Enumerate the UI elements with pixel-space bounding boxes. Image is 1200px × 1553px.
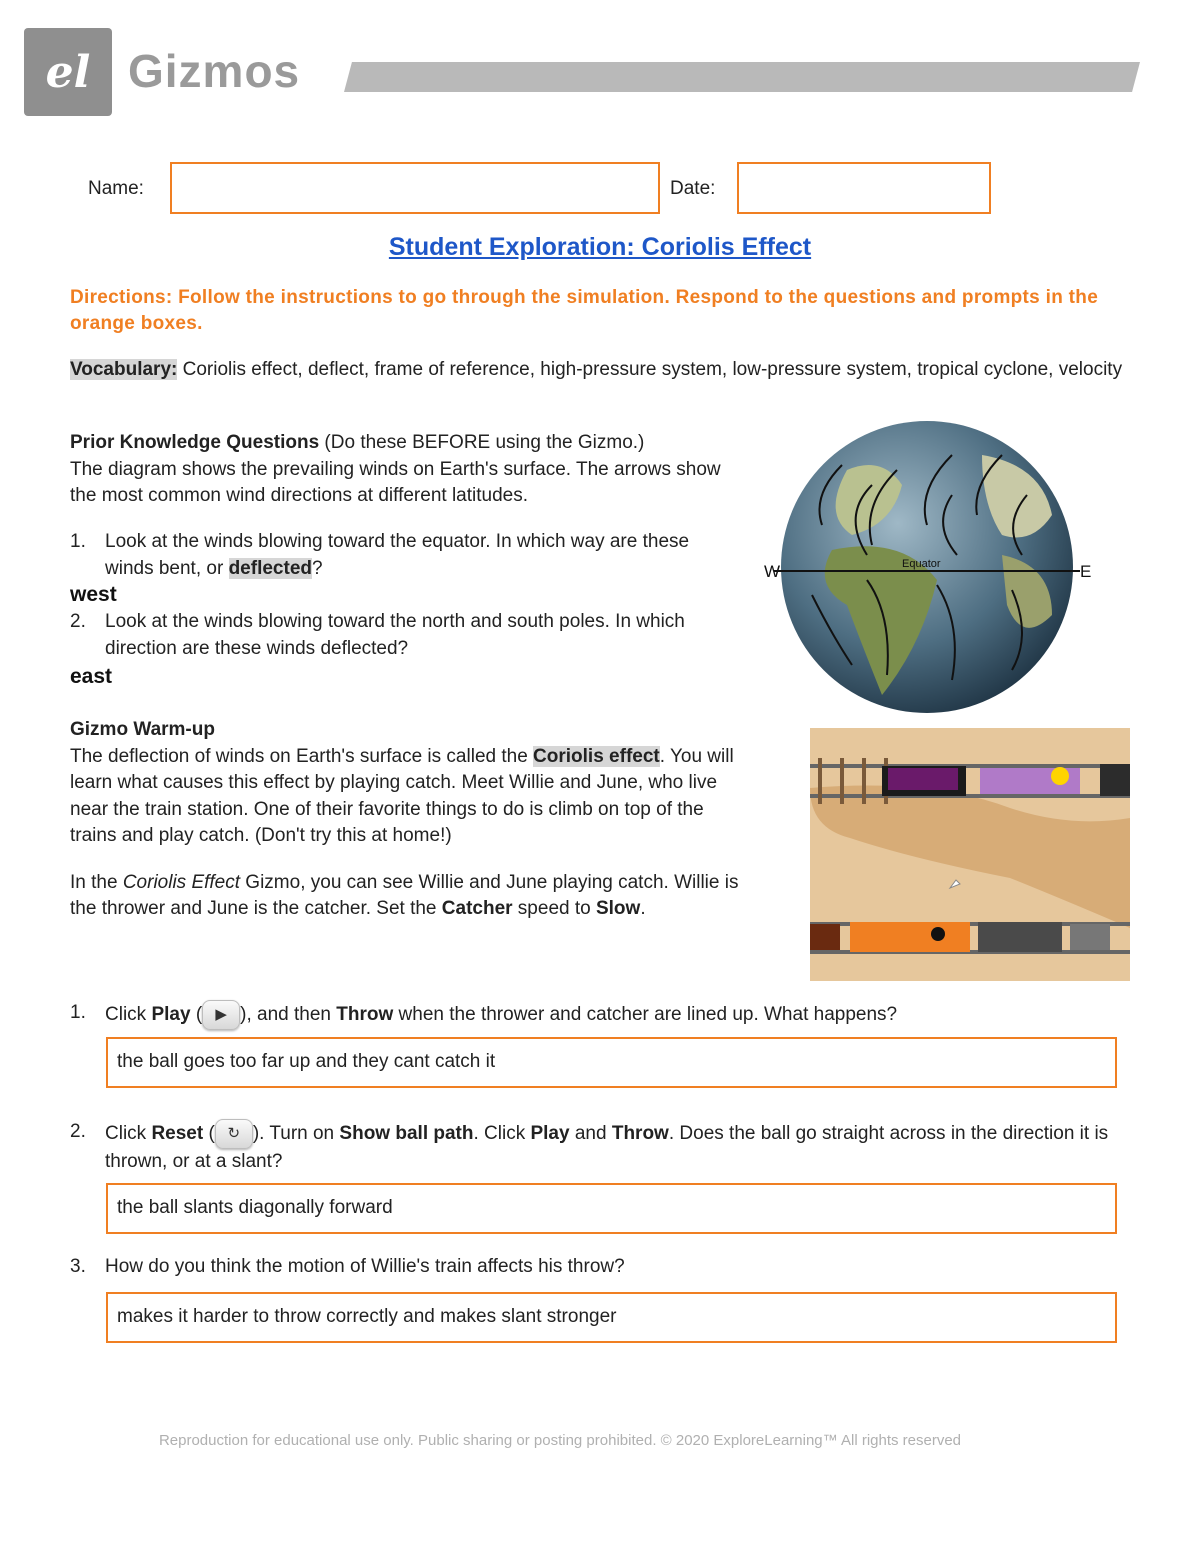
warmup-p1-text: The deflection of winds on Earth's surface is called the: [70, 745, 534, 767]
q1-text: (: [190, 1004, 203, 1026]
warmup-p2-c: speed to: [512, 898, 596, 919]
question-2: [70, 1119, 1130, 1176]
name-field[interactable]: [170, 162, 660, 214]
warmup-p1-highlight: Coriolis effect: [533, 745, 660, 767]
warmup-p2-a: In the: [70, 871, 123, 893]
question-1: [70, 1000, 1130, 1030]
q2-reset-label: Reset: [151, 1123, 204, 1145]
answer-1-text: the ball goes too far up and they cant catch it: [117, 1051, 496, 1072]
prior-q2-text: Look at the winds blowing toward the north and south poles. In which direction are these winds deflected?: [105, 611, 685, 659]
equator-label: Equator: [902, 558, 941, 570]
train-car-brown: [810, 924, 840, 950]
question-number: 2.: [70, 1121, 86, 1142]
willie-figure: [1051, 767, 1069, 785]
vocabulary-label: Vocabulary:: [70, 359, 178, 380]
prior-q1-text: Look at the winds blowing toward the equator. In which way are these winds bent, or: [105, 531, 690, 579]
question-number: 1.: [70, 1002, 86, 1023]
vocabulary: [70, 357, 1130, 384]
explorelearning-logo: [24, 28, 112, 116]
globe-wind-diagram: [752, 415, 1102, 725]
train-car-gray: [978, 922, 1062, 952]
question-number: 1.: [70, 531, 86, 552]
prior-knowledge-section: [70, 430, 750, 510]
date-field[interactable]: [737, 162, 991, 214]
play-icon[interactable]: ▶: [202, 1000, 240, 1030]
warmup-p2-b: Gizmo, you can see Willie and June playing catch. Willie is the thrower and June is the catcher. Set the: [70, 871, 739, 919]
train-car-purple-dark: [888, 768, 958, 790]
warmup-p2-d: .: [640, 898, 646, 919]
prior-heading: Prior Knowledge Questions: [70, 432, 320, 453]
q1-text: when the thrower and catcher are lined up. What happens?: [393, 1004, 898, 1026]
date-label: Date:: [670, 178, 716, 199]
train-car-orange: [850, 922, 970, 952]
q2-text: and: [569, 1123, 612, 1145]
prior-heading-note: (Do these BEFORE using the Gizmo.): [319, 432, 645, 453]
answer-box-3[interactable]: [106, 1292, 1117, 1343]
q2-text: . Click: [473, 1123, 531, 1145]
june-figure: [931, 927, 945, 941]
west-label: W: [764, 562, 781, 581]
bottom-track: [810, 922, 1130, 954]
warmup-heading: Gizmo Warm-up: [70, 719, 215, 740]
q2-play-label: Play: [530, 1123, 570, 1145]
q1-text: ), and then: [240, 1004, 337, 1026]
globe-svg: [752, 415, 1102, 725]
page-title: Student Exploration: Coriolis Effect: [388, 233, 812, 261]
q1-play-label: Play: [151, 1004, 191, 1026]
prior-q1-post: ?: [312, 557, 323, 579]
q2-text: (: [203, 1123, 215, 1145]
engine-top: [1100, 764, 1130, 796]
q2-show-ball-path-label: Show ball path: [339, 1123, 474, 1145]
answer-box-1[interactable]: [106, 1037, 1117, 1088]
q2-text: . Does the ball go straight across in the direction it is thrown, or at a slant?: [105, 1123, 1109, 1172]
answer-box-2[interactable]: [106, 1183, 1117, 1234]
warmup-p2-italic: Coriolis Effect: [122, 871, 241, 893]
prior-q1-highlight: deflected: [228, 557, 312, 579]
name-label: Name:: [88, 178, 144, 199]
header-bar: [344, 62, 1140, 92]
train-car-light: [1070, 924, 1110, 950]
q2-throw-label: Throw: [611, 1123, 669, 1145]
brand-name: Gizmos: [128, 45, 301, 97]
question-number: 3.: [70, 1256, 86, 1277]
directions: Directions: Follow the instructions to go through the simulation. Respond to the questions and prompts in the orange boxes.: [70, 287, 1099, 334]
q2-text: ). Turn on: [252, 1123, 340, 1145]
reset-icon[interactable]: ↻: [215, 1119, 253, 1149]
prior-q2-answer: east: [70, 665, 113, 688]
warmup-section: [70, 717, 740, 923]
q1-throw-label: Throw: [336, 1004, 394, 1026]
prior-q1-answer: west: [70, 583, 117, 606]
answer-2-text: the ball slants diagonally forward: [117, 1197, 393, 1218]
prior-question-1: [70, 529, 730, 582]
prior-question-2: [70, 609, 730, 662]
question-3: [70, 1254, 1130, 1281]
warmup-p1-post: . You will learn what causes this effect by playing catch. Meet Willie and June, who live near the train station. One of their favorite things to do is climb on top of the trains and play catch. (Don't try this at home!): [70, 745, 734, 846]
footer-copyright: Reproduction for educational use only. Public sharing or posting prohibited. © 2020 ExploreLearning™ All rights reserved: [158, 1432, 962, 1449]
warmup-p2-bold2: Slow: [595, 898, 641, 919]
warmup-p2-bold1: Catcher: [441, 898, 513, 919]
question-number: 2.: [70, 611, 86, 632]
logo-glyph: el: [45, 46, 91, 98]
q1-text: Click: [105, 1004, 152, 1026]
train-svg: [810, 728, 1130, 981]
answer-3-text: makes it harder to throw correctly and makes slant stronger: [117, 1306, 617, 1327]
train-gizmo-image: [810, 728, 1130, 981]
q2-text: Click: [105, 1123, 152, 1145]
q3-text: How do you think the motion of Willie's train affects his throw?: [105, 1256, 625, 1277]
vocabulary-text: Coriolis effect, deflect, frame of reference, high-pressure system, low-pressure system, tropical cyclone, velocity: [177, 359, 1123, 380]
east-label: E: [1080, 562, 1092, 581]
prior-intro: The diagram shows the prevailing winds on Earth's surface. The arrows show the most common wind directions at different latitudes.: [70, 458, 721, 506]
